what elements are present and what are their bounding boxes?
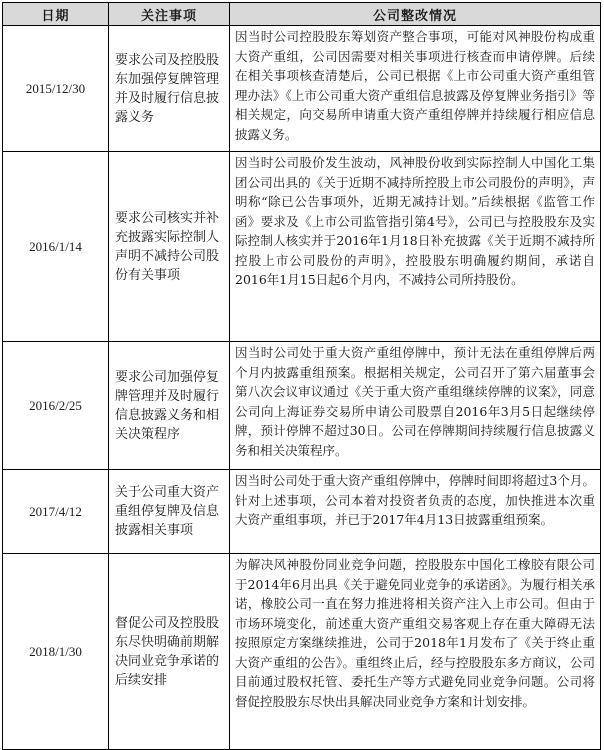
row-item: 要求公司核实并补充披露实际控制人声明不减持公司股份有关事项 xyxy=(109,152,230,342)
table-row xyxy=(3,470,601,554)
supervision-table xyxy=(2,2,601,750)
row-date: 2015/12/30 xyxy=(3,26,109,152)
row-date: 2018/1/30 xyxy=(3,554,109,750)
header-status: 公司整改情况 xyxy=(230,3,601,26)
row-item: 督促公司及控股股东尽快明确前期解决同业竞争承诺的后续安排 xyxy=(109,554,230,750)
table-row xyxy=(3,342,601,470)
row-item: 要求公司加强停复牌管理并及时履行信息披露义务和相关决策程序 xyxy=(109,342,230,470)
header-item: 关注事项 xyxy=(109,3,230,26)
row-date: 2017/4/12 xyxy=(3,470,109,554)
row-item: 要求公司及控股股东加强停复牌管理并及时履行信息披露义务 xyxy=(109,26,230,152)
table-row xyxy=(3,152,601,342)
row-status: 因当时公司控股股东筹划资产整合事项，可能对风神股份构成重大资产重组，公司因需要对相关事项进行核查而申请停牌。后续在相关事项核查清楚后，公司已根据《上市公司重大资产重组管理办法》《上市公司重大资产重组信息披露及停复牌业务指引》等相关规定，向交易所申请重大资产重组停牌并持续履行相应信息披露义务。 xyxy=(230,26,601,152)
row-status: 为解决风神股份同业竞争问题，控股股东中国化工橡胶有限公司于2014年6月出具《关于避免同业竞争的承诺函》。为履行相关承诺，橡胶公司一直在努力推进将相关资产注入上市公司。但由于市场环境变化，前述重大资产重组交易客观上存在重大障碍无法按照原定方案继续推进，公司于2018年1月发布了《关于终止重大资产重组的公告》。重组终止后，经与控股股东多方商议，公司目前通过股权托管、委托生产等方式避免同业竞争问题。公司将督促控股股东尽快出具解决同业竞争方案和计划安排。 xyxy=(230,554,601,750)
row-date: 2016/1/14 xyxy=(3,152,109,342)
header-date: 日期 xyxy=(3,3,109,26)
header-row xyxy=(3,3,601,26)
row-date: 2016/2/25 xyxy=(3,342,109,470)
table-row xyxy=(3,554,601,750)
row-status: 因当时公司股价发生波动，风神股份收到实际控制人中国化工集团公司出具的《关于近期不减持所控股上市公司股份的声明》，声明称“除已公告事项外，近期无减持计划。”后续根据《监管工作函》要求及《上市公司监管指引第4号》，公司已与控股股东及实际控制人核实并于2016年1月18日补充披露《关于近期不减持所控股上市公司股份的声明》，控股股东明确履约期间，承诺自2016年1月15日起6个月内，不减持公司所持股份。 xyxy=(230,152,601,342)
row-item: 关于公司重大资产重组停复牌及信息披露相关事项 xyxy=(109,470,230,554)
table-row xyxy=(3,26,601,152)
row-status: 因当时公司处于重大资产重组停牌中，预计无法在重组停牌后两个月内披露重组预案。根据相关规定，公司召开了第六届董事会第八次会议审议通过《关于重大资产重组继续停牌的议案》，同意公司向上海证券交易所申请公司股票自2016年3月5日起继续停牌，预计停牌不超过30日。公司在停牌期间持续履行信息披露义务和相关决策程序。 xyxy=(230,342,601,470)
row-status: 因当时公司处于重大资产重组停牌中，停牌时间即将超过3个月。针对上述事项，公司本着对投资者负责的态度，加快推进本次重大资产重组事项，并已于2017年4月13日披露重组预案。 xyxy=(230,470,601,554)
